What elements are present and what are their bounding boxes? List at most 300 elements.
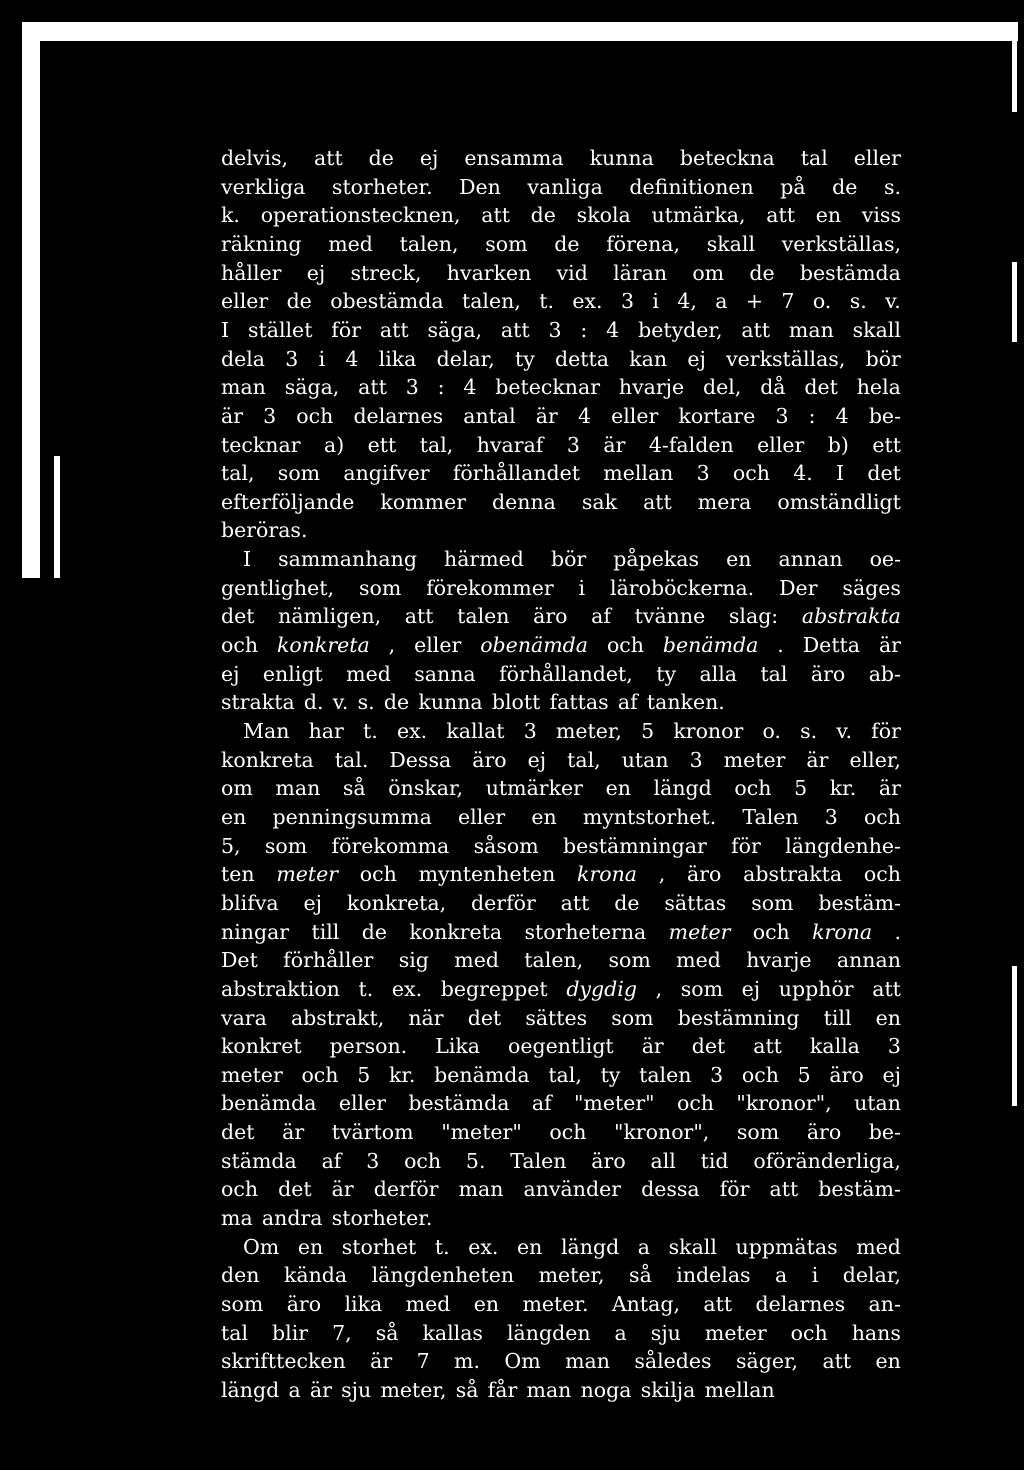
text-line xyxy=(221,574,901,602)
word: är xyxy=(282,1120,305,1145)
word: skall xyxy=(706,231,755,256)
word: af xyxy=(321,1148,342,1173)
word: Man xyxy=(243,719,290,743)
word: t. xyxy=(434,1234,450,1259)
word: det xyxy=(221,1120,255,1145)
text-line xyxy=(221,259,901,287)
text-line xyxy=(221,1061,901,1089)
word: Den xyxy=(459,174,501,199)
word: säga, xyxy=(427,317,483,342)
word: påpekas xyxy=(613,547,700,572)
word: an- xyxy=(868,1292,901,1316)
word: enligt xyxy=(262,661,323,686)
word: tal, xyxy=(419,432,454,457)
word: bör xyxy=(865,346,901,371)
word: 3 xyxy=(620,289,634,314)
word: stämda xyxy=(221,1148,297,1173)
word: konkreta xyxy=(221,747,314,772)
word: man xyxy=(565,1349,610,1374)
word: verkliga xyxy=(221,174,306,199)
word: t. xyxy=(539,289,554,314)
word: "meter" xyxy=(574,1091,655,1116)
word: 3 xyxy=(523,719,537,743)
scan-mark-right xyxy=(1012,262,1017,342)
word: utmärka, xyxy=(651,203,746,228)
word: en xyxy=(875,1349,901,1374)
word: eller xyxy=(853,146,901,170)
word: konkreta xyxy=(409,919,503,944)
word: detta xyxy=(555,346,609,371)
word: de xyxy=(368,146,394,170)
word: att xyxy=(560,890,590,915)
word: och xyxy=(221,633,259,658)
word: 5, xyxy=(221,833,241,858)
word: verkställas, xyxy=(781,231,901,256)
word: skola xyxy=(576,203,631,228)
word: b) xyxy=(827,432,849,457)
scan-border-top xyxy=(22,22,1018,41)
word: ej xyxy=(303,890,322,915)
word: sig xyxy=(398,948,429,973)
word: uppmätas xyxy=(735,1234,838,1259)
word: som xyxy=(485,231,528,256)
word: slag: xyxy=(728,604,779,629)
word: med xyxy=(328,231,373,256)
word: stället xyxy=(247,317,313,342)
word: vanliga xyxy=(527,174,603,199)
word: delar, xyxy=(842,1263,901,1288)
word: som xyxy=(736,1120,780,1145)
word: , xyxy=(655,976,663,1001)
word: de xyxy=(554,231,580,256)
word: äro xyxy=(533,604,568,629)
word: , xyxy=(388,633,396,658)
word: det xyxy=(867,461,901,486)
word: meter, xyxy=(538,1263,605,1288)
word: som xyxy=(277,461,321,486)
word: tecknar xyxy=(221,432,301,457)
word: den xyxy=(221,1263,260,1288)
word: sju xyxy=(341,1377,372,1402)
word: 4 xyxy=(463,375,477,400)
word: använder xyxy=(523,1177,622,1202)
word: som xyxy=(608,948,651,973)
word: 4 xyxy=(835,403,849,428)
word: en xyxy=(815,203,842,228)
word: noga xyxy=(580,1377,632,1402)
word: bör xyxy=(550,547,587,572)
word: storheter. xyxy=(331,174,433,199)
word: vid xyxy=(556,260,588,285)
word: abstrakta xyxy=(743,862,843,887)
word: t. xyxy=(363,719,378,743)
word: 5. xyxy=(465,1148,486,1173)
word: utan xyxy=(621,747,669,772)
word: till xyxy=(823,1005,852,1030)
text-line xyxy=(221,402,901,430)
text-line xyxy=(221,1319,901,1347)
word: angifver xyxy=(343,461,430,486)
word: : xyxy=(580,317,588,342)
word: hela xyxy=(856,375,901,400)
word: de xyxy=(361,919,387,944)
word: : xyxy=(437,375,445,400)
text-line xyxy=(221,660,901,688)
word: 5 xyxy=(797,1062,811,1087)
text-line xyxy=(221,918,901,946)
word: : xyxy=(808,403,816,428)
word: är xyxy=(603,432,626,457)
italic-word: obenämda xyxy=(480,633,589,658)
word: man xyxy=(221,375,266,400)
text-line xyxy=(221,602,901,630)
word: eller, xyxy=(849,747,901,772)
word: operationstecknen, xyxy=(260,203,461,228)
word: denna xyxy=(492,489,556,514)
word: ej xyxy=(419,146,439,170)
word: och xyxy=(296,403,334,428)
text-line xyxy=(221,1261,901,1289)
text-line xyxy=(221,373,901,401)
word: är xyxy=(806,747,829,772)
word: skrifttecken xyxy=(221,1349,346,1374)
word: v. xyxy=(885,289,901,314)
word: efterföljande xyxy=(221,489,355,514)
word: af xyxy=(531,1091,552,1116)
word: begreppet xyxy=(440,976,548,1001)
word: ex. xyxy=(396,719,428,743)
word: säger, xyxy=(735,1349,799,1374)
word: 4. xyxy=(793,461,813,486)
word: är xyxy=(878,776,901,801)
word: 3 xyxy=(775,403,789,428)
word: de xyxy=(614,890,640,915)
word: talen xyxy=(639,1062,692,1087)
text-line xyxy=(221,545,901,573)
word: en xyxy=(605,776,631,801)
word: man xyxy=(788,317,834,342)
word: de xyxy=(383,690,410,715)
word: som xyxy=(358,575,402,600)
word: 5 xyxy=(641,719,655,743)
word: eller xyxy=(757,432,805,457)
word: a) xyxy=(323,432,345,457)
word: 5 xyxy=(794,776,808,801)
word: kunna xyxy=(418,690,483,715)
word: lika xyxy=(344,1292,383,1316)
word: kr. xyxy=(388,1062,416,1087)
word: Det xyxy=(221,948,258,973)
word: så xyxy=(342,776,366,801)
italic-word: meter xyxy=(276,862,339,887)
word: bestämda xyxy=(799,260,901,285)
word: de xyxy=(530,203,556,228)
word: att xyxy=(313,146,343,170)
word: utmärker xyxy=(485,776,583,801)
word: storheterna xyxy=(524,919,647,944)
word: och xyxy=(734,776,772,801)
word: om xyxy=(692,260,725,285)
page-body-text xyxy=(221,144,901,1404)
word: är xyxy=(309,1377,332,1402)
word: ej xyxy=(527,747,547,772)
word: mellan xyxy=(603,461,674,486)
word: indelas xyxy=(676,1263,751,1288)
word: i xyxy=(318,346,326,371)
text-line xyxy=(221,1004,901,1032)
word: för xyxy=(719,1177,750,1202)
word: ty xyxy=(600,1062,621,1087)
word: tal xyxy=(221,1320,249,1345)
word: tid xyxy=(700,1148,729,1173)
word: och xyxy=(863,804,901,829)
word: ej xyxy=(687,346,706,371)
word: blott xyxy=(491,690,541,715)
word: 3 xyxy=(710,1062,724,1087)
italic-word: krona xyxy=(812,919,873,944)
word: med xyxy=(405,1292,451,1316)
word: således xyxy=(634,1349,712,1374)
word: för xyxy=(871,719,901,743)
word: delvis, xyxy=(221,146,288,170)
word: delarnes xyxy=(353,403,444,428)
word: I xyxy=(836,461,845,486)
word: tanken. xyxy=(646,690,725,715)
word: läran xyxy=(613,260,668,285)
word: I xyxy=(221,317,230,342)
word: sättas xyxy=(664,890,727,915)
word: 3 xyxy=(405,375,419,400)
italic-word: meter xyxy=(668,919,731,944)
word: bestämningar xyxy=(562,833,707,858)
word: äro xyxy=(591,1148,626,1173)
word: definitionen xyxy=(629,174,754,199)
text-line xyxy=(221,832,901,860)
word: läroböckerna. xyxy=(610,575,755,600)
word: "meter" xyxy=(441,1120,522,1145)
word: så xyxy=(629,1263,652,1288)
word: oföränderliga, xyxy=(753,1148,901,1173)
word: en xyxy=(473,1292,500,1316)
word: mera xyxy=(697,489,752,514)
text-line xyxy=(221,688,901,716)
word: kallat xyxy=(446,719,505,743)
word: kortare xyxy=(678,403,756,428)
word: kan xyxy=(629,346,668,371)
word: en xyxy=(531,804,557,829)
word: oegentligt xyxy=(508,1034,614,1059)
word: betyder, xyxy=(638,317,723,342)
word: mellan xyxy=(704,1377,775,1402)
word: och xyxy=(301,1062,339,1087)
word: m. xyxy=(454,1349,480,1374)
text-line xyxy=(221,774,901,802)
word: 3 xyxy=(887,1034,901,1059)
word: benämda xyxy=(221,1091,317,1116)
word: längden xyxy=(506,1320,591,1345)
text-line xyxy=(221,201,901,229)
word: att xyxy=(481,203,510,228)
text-line xyxy=(221,1233,901,1261)
text-line xyxy=(221,173,901,201)
text-line xyxy=(221,1032,901,1060)
text-line xyxy=(221,860,901,888)
word: det xyxy=(691,1034,726,1059)
word: bestäm- xyxy=(818,890,901,915)
text-line xyxy=(221,746,901,774)
word: längd xyxy=(560,1234,620,1259)
word: andra xyxy=(261,1206,323,1231)
word: tal. xyxy=(334,747,369,772)
word: äro xyxy=(810,661,846,686)
word: en xyxy=(875,1005,901,1030)
word: längdenhe- xyxy=(785,833,901,858)
word: ty xyxy=(514,346,535,371)
word: ningar xyxy=(221,919,290,944)
word: för xyxy=(731,833,761,858)
word: att xyxy=(404,604,434,629)
text-line xyxy=(221,488,901,516)
word: s. xyxy=(883,174,901,199)
word: 3 xyxy=(263,403,277,428)
word: med xyxy=(346,661,391,686)
word: med xyxy=(454,948,499,973)
word: blir xyxy=(272,1320,309,1345)
scan-border-left xyxy=(22,22,40,578)
word: meter xyxy=(704,1320,767,1345)
word: "kronor", xyxy=(736,1091,832,1116)
word: de xyxy=(749,260,775,285)
word: ty xyxy=(656,661,677,686)
word: sanna xyxy=(414,661,476,686)
word: Talen xyxy=(510,1148,567,1173)
word: k. xyxy=(221,203,240,228)
word: tvärtom xyxy=(331,1120,414,1145)
word: att xyxy=(753,1034,782,1059)
word: talen, xyxy=(524,948,584,973)
word: a xyxy=(614,1320,627,1345)
word: förhåller xyxy=(283,948,374,973)
word: 3 xyxy=(548,317,562,342)
word: förhållandet xyxy=(452,461,581,486)
word: som xyxy=(751,890,794,915)
word: att xyxy=(769,1177,799,1202)
word: derför xyxy=(373,1177,439,1202)
word: på xyxy=(780,174,806,199)
word: ma xyxy=(221,1206,253,1231)
word: Om xyxy=(243,1234,280,1259)
word: är xyxy=(331,1177,354,1202)
word: betecknar xyxy=(495,375,601,400)
word: skilja xyxy=(640,1377,696,1402)
word: är xyxy=(641,1034,664,1059)
word: Antag, xyxy=(611,1292,680,1316)
word: Der xyxy=(779,575,818,600)
word: a xyxy=(715,289,728,314)
scan-border-left-inner xyxy=(54,456,60,578)
word: o. xyxy=(812,289,832,314)
word: ex. xyxy=(468,1234,499,1259)
word: är xyxy=(535,403,558,428)
word: omständligt xyxy=(777,489,901,514)
word: ett xyxy=(872,432,901,457)
word: att xyxy=(358,375,387,400)
word: eller xyxy=(611,403,659,428)
word: talen, xyxy=(399,231,459,256)
word: är xyxy=(221,403,244,428)
text-line xyxy=(221,287,901,315)
word: att xyxy=(766,203,795,228)
word: oe- xyxy=(869,547,901,572)
word: längd xyxy=(653,776,712,801)
word: 4 xyxy=(606,317,620,342)
word: meter. xyxy=(522,1292,589,1316)
word: ex. xyxy=(572,289,603,314)
word: får xyxy=(487,1377,518,1402)
word: en xyxy=(297,1234,324,1259)
word: kronor xyxy=(673,719,744,743)
word: eller xyxy=(414,633,462,658)
word: äro xyxy=(806,1120,842,1145)
word: ten xyxy=(221,862,255,887)
word: ej xyxy=(306,260,326,285)
word: och xyxy=(676,1091,715,1116)
word: ex. xyxy=(391,976,423,1001)
word: af xyxy=(617,690,638,715)
word: 7, xyxy=(332,1320,352,1345)
word: ab- xyxy=(868,661,901,686)
italic-word: dygdig xyxy=(566,976,637,1001)
word: sak xyxy=(581,489,618,514)
word: kunna xyxy=(589,146,654,170)
word: ej xyxy=(882,1062,901,1087)
word: sättes xyxy=(525,1005,588,1030)
word: talen xyxy=(457,604,510,629)
word: de xyxy=(832,174,858,199)
word: det xyxy=(467,1005,502,1030)
word: som xyxy=(611,1005,654,1030)
word: eller xyxy=(221,289,269,314)
word: meter, xyxy=(555,719,622,743)
word: "kronor", xyxy=(614,1120,710,1145)
word: som xyxy=(264,833,308,858)
word: man xyxy=(526,1377,572,1402)
word: kr. xyxy=(829,776,857,801)
italic-word: benämda xyxy=(662,633,759,658)
word: s. xyxy=(357,690,375,715)
word: man xyxy=(458,1177,504,1202)
word: och xyxy=(549,1120,587,1145)
word: v. xyxy=(332,690,349,715)
word: med xyxy=(676,948,721,973)
word: hvarje xyxy=(746,948,812,973)
word: dela xyxy=(221,346,266,371)
word: a xyxy=(775,1263,788,1288)
word: och xyxy=(606,633,644,658)
word: Dessa xyxy=(389,747,452,772)
word: all xyxy=(650,1148,676,1173)
word: och xyxy=(752,919,790,944)
word: beröras. xyxy=(221,518,308,543)
word: förhållandet, xyxy=(499,661,633,686)
word: vara xyxy=(221,1005,267,1030)
word: kallas xyxy=(422,1320,483,1345)
word: en xyxy=(726,547,752,572)
word: längdenheten xyxy=(371,1263,515,1288)
word: abstrakt, xyxy=(290,1005,385,1030)
text-line xyxy=(221,230,901,258)
word: det xyxy=(278,1177,312,1202)
